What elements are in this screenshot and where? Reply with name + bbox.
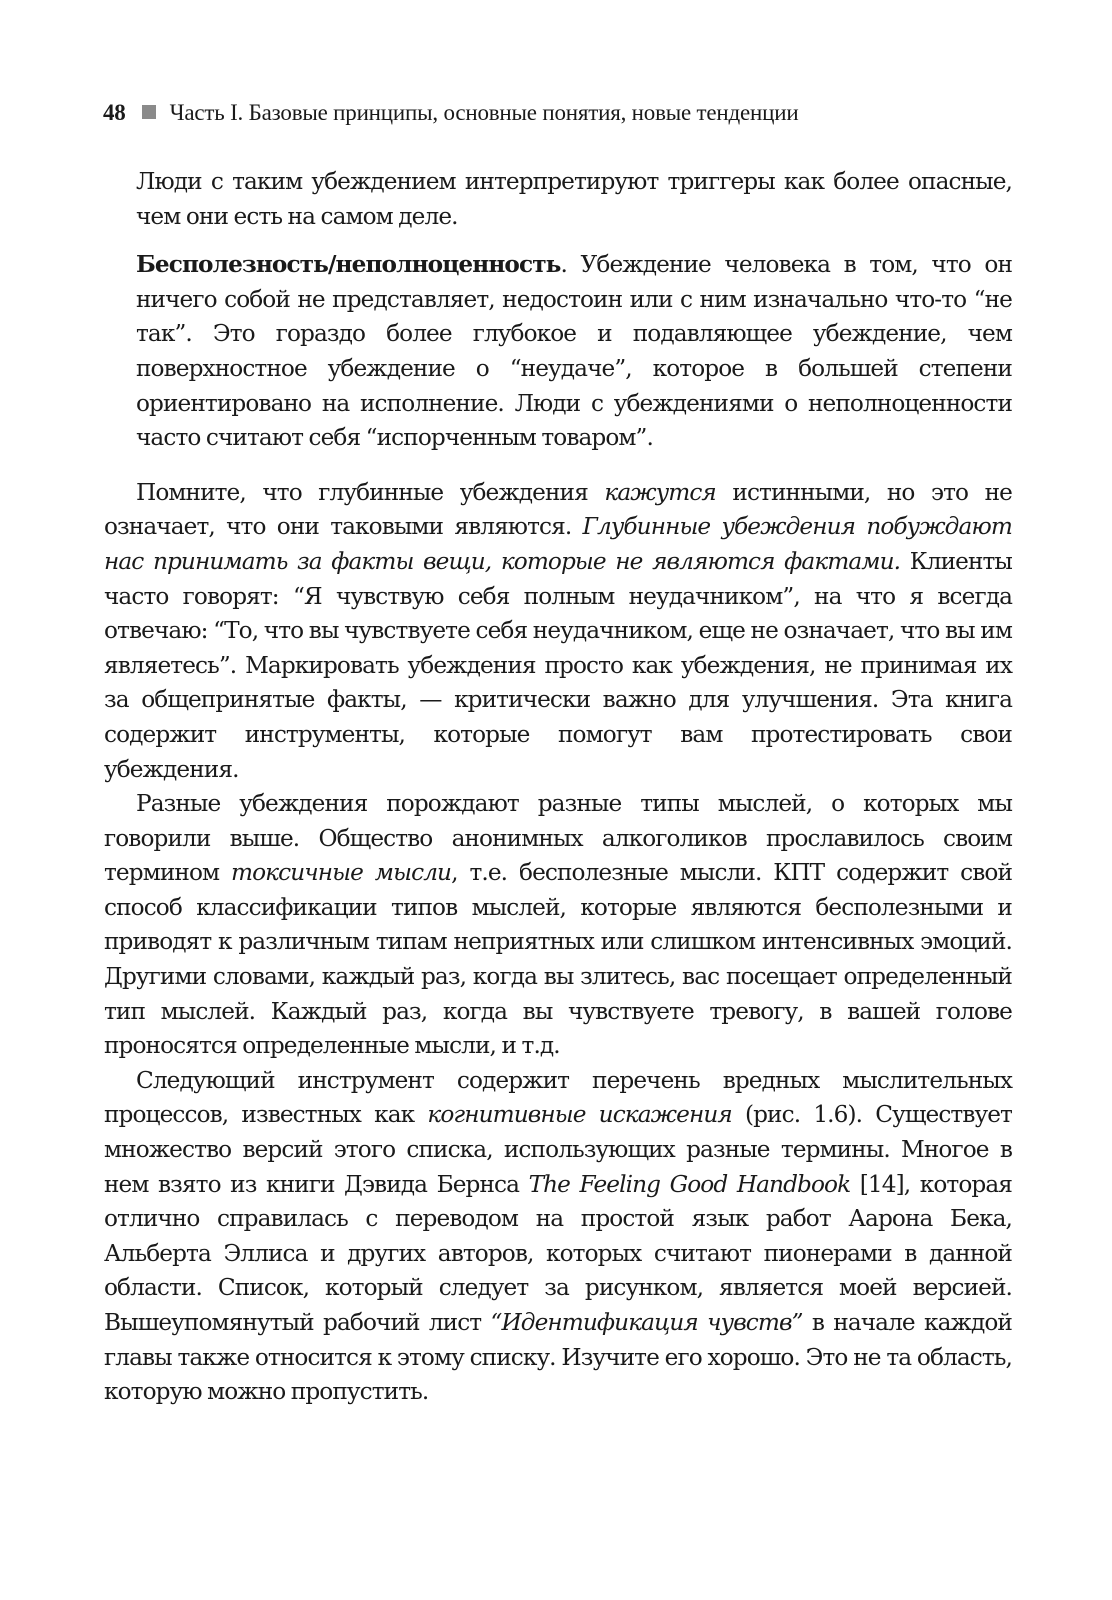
italic-text: Глубинные убеждения побуждают нас принимать за факты вещи, которые не являются фактами.	[104, 513, 1012, 575]
paragraph-text: . Убеждение человека в том, что он ничего собой не представляет, недостоин или с ним изначально что-то “не так”. Это гораздо более глубокое и подавляющее убеждение, чем поверхностное убеждение о “неудаче”, которое в большей степени ориентировано на исполнение. Люди с убеждениями о неполноценности часто считают себя “испорченным товаром”.	[136, 251, 1012, 452]
paragraph-text: Разные убеждения порождают разные типы мыслей, о которых мы говорили выше. Общество анонимных алкоголиков прославилось своим термином	[104, 790, 1012, 887]
paragraph-text: Помните, что глубинные убеждения	[136, 478, 605, 506]
paragraph-text: (рис. 1.6). Существует множество версий этого списка, использующих разные термины. Многое в нем взято из книги Дэвида Бернса	[104, 1101, 1012, 1198]
running-title: Часть I. Базовые принципы, основные понятия, новые тенденции	[169, 100, 799, 125]
paragraph-thought-types	[104, 787, 1012, 1064]
square-bullet-icon	[142, 105, 156, 119]
italic-text: токсичные мысли	[231, 859, 452, 887]
italic-text: когнитивные искажения	[427, 1101, 732, 1129]
paragraph-text: Клиенты часто говорят: “Я чувствую себя полным неудачником”, на что я всегда отвечаю: “То, что вы чувствуете себя неудачником, еще не означает, что вы им являетесь”. Маркировать убеждения просто как убеждения, не принимая их за общепринятые факты, — критически важно для улучшения. Эта книга содержит инструменты, которые помогут вам протестировать свои убеждения.	[104, 547, 1012, 783]
paragraph-cognitive-distortions	[104, 1064, 1012, 1410]
body-text	[104, 165, 1012, 1410]
paragraph-text: , т.е. бесполезные мысли. КПТ содержит свой способ классификации типов мыслей, которые являются бесполезными и приводят к различным типам неприятных или слишком интенсивных эмоций. Другими словами, каждый раз, когда вы злитесь, вас посещает определенный тип мыслей. Каждый раз, когда вы чувствуете тревогу, в вашей голове проносятся определенные мысли, и т.д.	[104, 859, 1013, 1060]
paragraph-definition-continued	[104, 165, 1012, 234]
paragraph-text: [14], которая отлично справилась с переводом на простой язык работ Аарона Бека, Альберта Эллиса и других авторов, которых считают пионерами в данной области. Список, который следует за рисунком, является моей версией. Вышеупомянутый рабочий лист	[104, 1170, 1013, 1336]
paragraph-text: Следующий инструмент содержит перечень вредных мыслительных процессов, известных как	[104, 1066, 1012, 1129]
running-head	[103, 99, 798, 127]
book-title: The Feeling Good Handbook	[528, 1170, 851, 1198]
page-number: 48	[103, 100, 126, 125]
paragraph-text: истинными, но это не означает, что они таковыми являются.	[104, 478, 1012, 541]
worksheet-title: “Идентификация чувств”	[490, 1309, 803, 1336]
paragraph-text: Люди с таким убеждением интерпретируют триггеры как более опасные, чем они есть на самом деле.	[136, 168, 1012, 230]
defined-term: Бесполезность/неполноценность	[136, 251, 561, 279]
italic-text: кажутся	[604, 478, 716, 506]
paragraph-definition-worthlessness	[104, 248, 1012, 456]
paragraph-text: в начале каждой главы также относится к этому списку. Изучите его хорошо. Это не та область, которую можно пропустить.	[104, 1309, 1012, 1406]
paragraph-core-beliefs	[104, 476, 1012, 787]
